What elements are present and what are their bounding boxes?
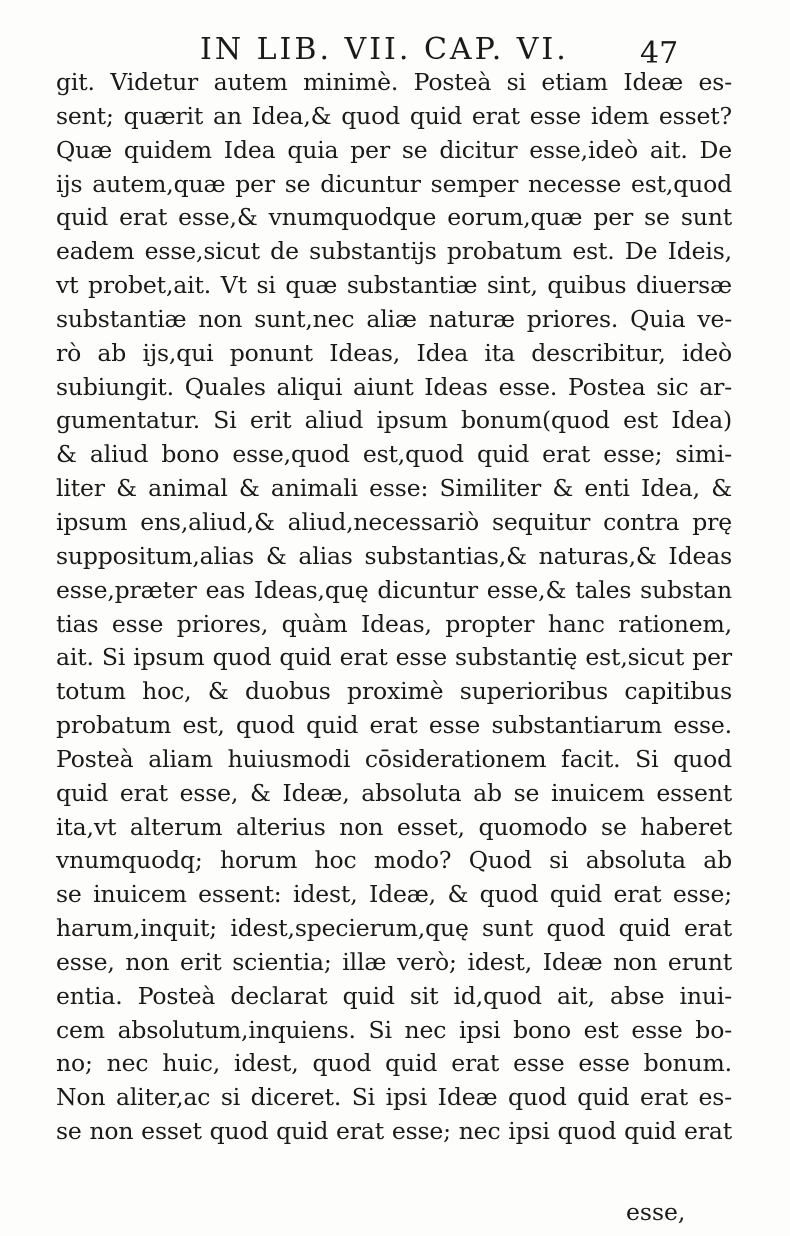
text-line: eadem esse,sicut de substantijs probatum est. De Ideis,: [56, 237, 732, 266]
text-line: liter & animal & animali esse: Similiter & enti Idea, &: [56, 474, 732, 503]
text-line: ait. Si ipsum quod quid erat esse substantię est,sicut per: [56, 643, 732, 672]
text-line: no; nec huic, idest, quod quid erat esse esse bonum.: [56, 1049, 732, 1078]
text-line: ita,vt alterum alterius non esset, quomodo se haberet: [56, 812, 732, 841]
body-text: [56, 66, 732, 1149]
text-line: se inuicem essent: idest, Ideæ, & quod quid erat esse;: [56, 880, 732, 909]
text-line: se non esset quod quid erat esse; nec ipsi quod quid erat: [56, 1117, 732, 1146]
text-line: Non aliter,ac si diceret. Si ipsi Ideæ quod quid erat es-: [56, 1083, 732, 1112]
text-line: substantiæ non sunt,nec aliæ naturæ priores. Quia ve-: [56, 304, 732, 333]
running-title: IN LIB. VII. CAP. VI.: [200, 32, 569, 67]
text-line: & aliud bono esse,quod est,quod quid erat esse; simi-: [56, 440, 732, 469]
text-line: suppositum,alias & alias substantias,& naturas,& Ideas: [56, 541, 732, 570]
text-line: esse,præter eas Ideas,quę dicuntur esse,& tales substan: [56, 575, 732, 604]
text-line: ipsum ens,aliud,& aliud,necessariò sequitur contra prę: [56, 507, 732, 536]
text-line: esse, non erit scientia; illæ verò; idest, Ideæ non erunt: [56, 947, 732, 976]
text-line: entia. Posteà declarat quid sit id,quod ait, abse inui-: [56, 981, 732, 1010]
text-line: ijs autem,quæ per se dicuntur semper necesse est,quod: [56, 169, 732, 198]
text-line: subiungit. Quales aliqui aiunt Ideas esse. Postea sic ar-: [56, 372, 732, 401]
text-line: vt probet,ait. Vt si quæ substantiæ sint, quibus diuersæ: [56, 271, 732, 300]
text-line: quid erat esse,& vnumquodque eorum,quæ per se sunt: [56, 203, 732, 232]
text-line: rò ab ijs,qui ponunt Ideas, Idea ita describitur, ideò: [56, 338, 732, 367]
text-line: harum,inquit; idest,specierum,quę sunt quod quid erat: [56, 914, 732, 943]
text-line: Posteà aliam huiusmodi cōsiderationem facit. Si quod: [56, 744, 732, 773]
text-line: vnumquodq; horum hoc modo? Quod si absoluta ab: [56, 846, 732, 875]
text-line: probatum est, quod quid erat esse substantiarum esse.: [56, 711, 732, 740]
text-line: quid erat esse, & Ideæ, absoluta ab se inuicem essent: [56, 778, 732, 807]
text-line: tias esse priores, quàm Ideas, propter hanc rationem,: [56, 609, 732, 638]
catchword: esse,: [626, 1198, 686, 1226]
text-line: sent; quærit an Idea,& quod quid erat esse idem esset?: [56, 101, 732, 130]
text-line: git. Videtur autem minimè. Posteà si etiam Ideæ es-: [56, 68, 732, 96]
text-line: gumentatur. Si erit aliud ipsum bonum(quod est Idea): [56, 406, 732, 435]
text-line: totum hoc, & duobus proximè superioribus capitibus: [56, 677, 732, 706]
page-number: 47: [640, 36, 679, 71]
text-line: Quæ quidem Idea quia per se dicitur esse,ideò ait. De: [56, 135, 732, 164]
text-line: cem absolutum,inquiens. Si nec ipsi bono est esse bo-: [56, 1015, 732, 1044]
